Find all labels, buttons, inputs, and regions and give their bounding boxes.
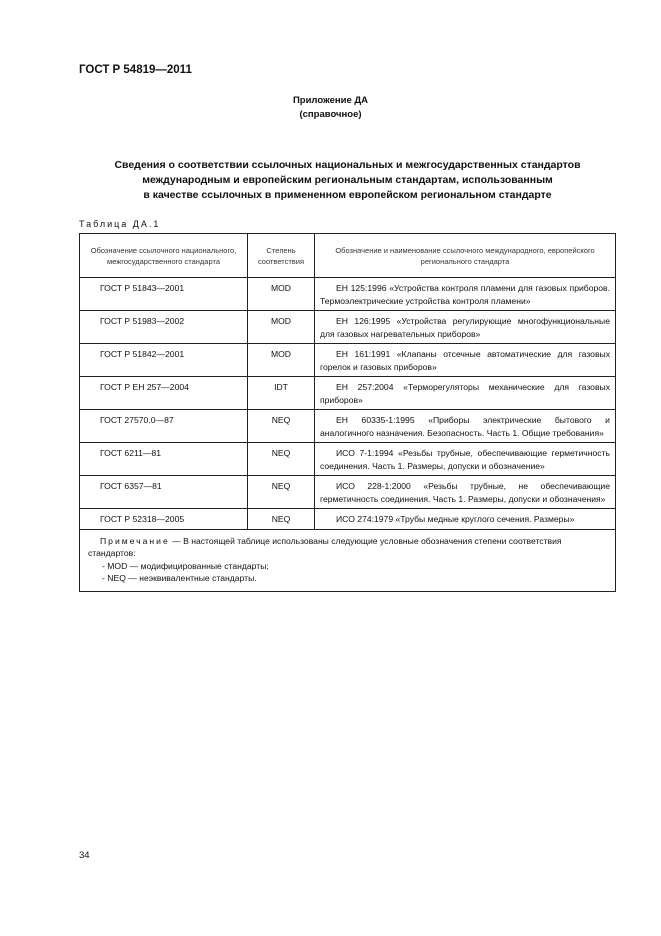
- cell-degree: NEQ: [248, 509, 315, 530]
- cell-degree: MOD: [248, 311, 315, 344]
- table-row: [80, 476, 616, 509]
- cell-international: ИСО 228-1:2000 «Резьбы трубные, не обеспечивающие герметичность соединения. Часть 1. Размеры, допуски и обозначения»: [315, 476, 616, 509]
- cell-degree: IDT: [248, 377, 315, 410]
- section-title-line: международным и европейским региональным стандартам, использованным: [142, 174, 553, 186]
- table-row: [80, 509, 616, 530]
- correspondence-table: [79, 233, 616, 592]
- cell-international: ЕН 126:1995 «Устройства регулирующие многофункциональные для газовых нагревательных приборов»: [315, 311, 616, 344]
- header-international-standard: Обозначение и наименование ссылочного международного, европейского регионального стандарта: [315, 234, 616, 278]
- note-lead: Примечание: [100, 535, 170, 546]
- cell-international: ИСО 7-1:1994 «Резьбы трубные, обеспечивающие герметичность соединения. Часть 1. Размеры, допуски и обозначение»: [315, 443, 616, 476]
- header-national-standard: Обозначение ссылочного национального, межгосударственного стандарта: [80, 234, 248, 278]
- appendix-heading: [0, 94, 661, 122]
- cell-national: ГОСТ Р 51983—2002: [80, 311, 248, 344]
- cell-national: ГОСТ Р 51842—2001: [80, 344, 248, 377]
- note-item: - NEQ — неэквивалентные стандарты.: [102, 573, 257, 583]
- header-degree: Степень соответствия: [248, 234, 315, 278]
- table-header-row: [80, 234, 616, 278]
- document-code: ГОСТ Р 54819—2011: [79, 64, 192, 76]
- cell-national: ГОСТ Р 51843—2001: [80, 278, 248, 311]
- cell-national: ГОСТ Р ЕН 257—2004: [80, 377, 248, 410]
- appendix-subtitle: (справочное): [299, 109, 362, 120]
- table-row: [80, 311, 616, 344]
- note-body: — В настоящей таблице использованы следующие условные обозначения степени соответствия стандартов:: [88, 535, 562, 558]
- cell-degree: MOD: [248, 278, 315, 311]
- cell-degree: NEQ: [248, 410, 315, 443]
- cell-degree: MOD: [248, 344, 315, 377]
- table-row: [80, 377, 616, 410]
- note-item: - MOD — модифицированные стандарты;: [102, 560, 269, 571]
- cell-national: ГОСТ 6357—81: [80, 476, 248, 509]
- cell-degree: NEQ: [248, 476, 315, 509]
- cell-national: ГОСТ 27570.0—87: [80, 410, 248, 443]
- cell-degree: NEQ: [248, 443, 315, 476]
- table-row: [80, 344, 616, 377]
- table-note: [80, 529, 616, 591]
- cell-national: ГОСТ 6211—81: [80, 443, 248, 476]
- cell-international: ИСО 274:1979 «Трубы медные круглого сечения. Размеры»: [315, 509, 616, 530]
- table-row: [80, 410, 616, 443]
- section-title-line: Сведения о соответствии ссылочных национальных и межгосударственных стандартов: [114, 159, 581, 171]
- page-number: 34: [79, 850, 90, 861]
- cell-international: ЕН 125:1996 «Устройства контроля пламени для газовых приборов. Термоэлектрические устройства контроля пламени»: [315, 278, 616, 311]
- section-title-line: в качестве ссылочных в примененном европейском региональном стандарте: [143, 189, 552, 201]
- appendix-title: Приложение ДА: [292, 95, 369, 106]
- note-text: [88, 535, 607, 560]
- cell-international: ЕН 161:1991 «Клапаны отсечные автоматические для газовых горелок и газовых приборов»: [315, 344, 616, 377]
- table-note-row: [80, 529, 616, 591]
- table-row: [80, 278, 616, 311]
- cell-national: ГОСТ Р 52318—2005: [80, 509, 248, 530]
- table-label: Таблица ДА.1: [79, 219, 161, 229]
- cell-international: ЕН 257:2004 «Терморегуляторы механические для газовых приборов»: [315, 377, 616, 410]
- table-row: [80, 443, 616, 476]
- cell-international: ЕН 60335-1:1995 «Приборы электрические бытового и аналогичного назначения. Безопасность. Часть 1. Общие требования»: [315, 410, 616, 443]
- section-title: [80, 158, 615, 203]
